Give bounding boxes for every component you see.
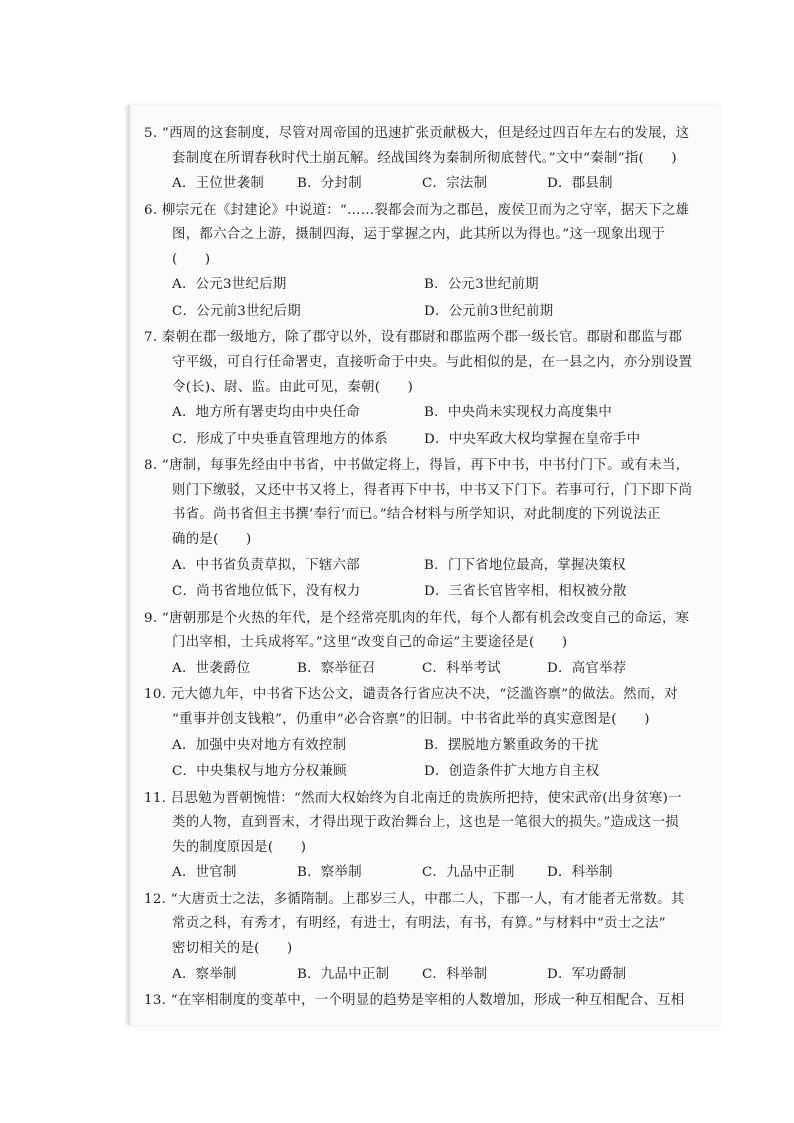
options	[144, 733, 714, 786]
options	[144, 962, 714, 989]
option-c: C．公元前3世纪后期	[172, 303, 301, 319]
question-6	[144, 199, 714, 326]
question-stem-continued: “重事并创支钱粮”，仍重申“必合咨禀”的旧制。中书省此举的真实意图是( )	[172, 711, 650, 727]
question-10	[144, 683, 714, 785]
question-stem: 7. 秦朝在郡一级地方，除了郡守以外，设有郡尉和郡监两个郡一级长官。郡尉和郡监与郡	[144, 330, 683, 346]
question-7	[144, 326, 714, 453]
option-d: D．高官举荐	[547, 660, 627, 676]
option-a: A．加强中央对地方有效控制	[172, 737, 347, 753]
options	[144, 656, 714, 683]
option-b: B．九品中正制	[297, 966, 390, 982]
option-c: C．九品中正制	[422, 865, 515, 881]
option-d: D．中央军政大权均掌握在皇帝手中	[424, 431, 641, 447]
options	[144, 553, 714, 606]
question-stem: 6. 柳宗元在《封建论》中说道：“……裂都会而为之郡邑，废侯卫而为之守宰，据天下之雄	[144, 202, 690, 218]
option-c: C．科举考试	[422, 660, 501, 676]
question-stem: 13. “在宰相制度的变革中，一个明显的趋势是宰相的人数增加，形成一种互相配合、互相	[144, 993, 685, 1009]
option-b: B．分封制	[297, 176, 362, 192]
question-stem-continued: 门出宰相，士兵成将军。”这里“改变自己的命运”主要途径是( )	[172, 635, 568, 651]
option-a: A．世官制	[172, 865, 237, 881]
question-stem-continued: 书省。尚书省但主书撰‘奉行’而已。”结合材料与所学知识，对此制度的下列说法正	[172, 507, 661, 523]
option-b: B．察举征召	[297, 660, 376, 676]
options	[144, 272, 714, 325]
page-edge-shadow	[128, 105, 131, 1025]
question-stem-continued: 图，都六合之上游，摄制四海，运于掌握之内，此其所以为得也。”这一现象出现于	[172, 227, 666, 243]
question-list	[144, 122, 714, 1014]
question-11	[144, 787, 714, 887]
question-stem-continued: 确的是( )	[172, 532, 252, 548]
options	[144, 171, 714, 198]
option-c: C．尚书省地位低下，没有权力	[172, 584, 361, 600]
option-d: D．军功爵制	[547, 966, 627, 982]
option-c: C．形成了中央垂直管理地方的体系	[172, 431, 388, 447]
option-a: A．地方所有署吏均由中央任命	[172, 405, 360, 421]
option-c: C．中央集权与地方分权兼顾	[172, 764, 347, 779]
option-c: C．科举制	[422, 966, 488, 982]
option-b: B．中央尚未实现权力高度集中	[424, 405, 613, 421]
option-a: A．中书省负责草拟，下辖六部	[172, 557, 360, 573]
options	[144, 860, 714, 887]
option-b: B．察举制	[297, 865, 362, 881]
option-b: B．摆脱地方繁重政务的干扰	[424, 737, 599, 753]
option-a: A．世袭爵位	[172, 660, 251, 676]
option-d: D．公元前3世纪前期	[424, 303, 554, 319]
question-13	[144, 989, 714, 1014]
question-stem-continued: 令(长)、尉、监。由此可见，秦朝( )	[172, 379, 414, 395]
options	[144, 400, 714, 453]
question-8	[144, 454, 714, 605]
option-d: D．科举制	[547, 865, 613, 881]
question-stem: 10. 元大德九年，中书省下达公文，谴责各行省应决不决，“泛滥咨禀”的做法。然而，对	[144, 687, 678, 703]
option-d: D．创造条件扩大地方自主权	[424, 764, 600, 779]
question-5	[144, 122, 714, 198]
question-stem-continued: 类的人物，直到晋末，才得出现于政治舞台上，这也是一笔很大的损失。”造成这一损	[172, 815, 679, 831]
question-stem-continued: 守平级，可自行任命署吏，直接听命于中央。与此相似的是，在一县之内，亦分别设置	[172, 355, 693, 371]
option-a: A．察举制	[172, 966, 237, 982]
option-d: D．郡县制	[547, 176, 613, 192]
question-stem-continued: 套制度在所谓春秋时代土崩瓦解。经战国终为秦制所彻底替代。”文中“秦制”指( )	[172, 150, 677, 166]
question-stem: 9. “唐朝那是个火热的年代，是个经常亮肌肉的年代，每个人都有机会改变自己的命运，寒	[144, 610, 690, 626]
option-a: A．王位世袭制	[172, 176, 265, 192]
question-stem-continued: ( )	[172, 251, 211, 267]
question-stem-continued: 密切相关的是( )	[172, 940, 293, 956]
question-stem: 11. 吕思勉为晋朝惋惜：“然而大权始终为自北南迁的贵族所把持，使宋武帝(出身贫寒)一	[144, 790, 682, 806]
question-12	[144, 888, 714, 988]
option-d: D．三省长官皆宰相，相权被分散	[424, 584, 627, 600]
question-stem: 12. “大唐贡士之法，多循隋制。上郡岁三人，中郡二人，下郡一人，有才能者无常数。其	[144, 891, 685, 907]
option-c: C．宗法制	[422, 176, 488, 192]
option-b: B．公元3世纪前期	[424, 277, 539, 293]
question-stem: 8. “唐制，每事先经由中书省，中书做定将上，得旨，再下中书，中书付门下。或有未当，	[144, 458, 690, 474]
option-a: A．公元3世纪后期	[172, 277, 287, 293]
question-9	[144, 607, 714, 683]
question-stem: 5. “西周的这套制度，尽管对周帝国的迅速扩张贡献极大，但是经过四百年左右的发展，这	[144, 126, 690, 141]
question-stem-continued: 则门下缴驳，又还中书又将上，得者再下中书，中书又下门下。若事可行，门下即下尚	[172, 482, 693, 498]
question-stem-continued: 失的制度原因是( )	[172, 839, 307, 855]
question-stem-continued: 常贡之科，有秀才，有明经，有进士，有明法，有书，有算。”与材料中“贡士之法”	[172, 916, 666, 932]
option-b: B．门下省地位最高，掌握决策权	[424, 557, 626, 573]
